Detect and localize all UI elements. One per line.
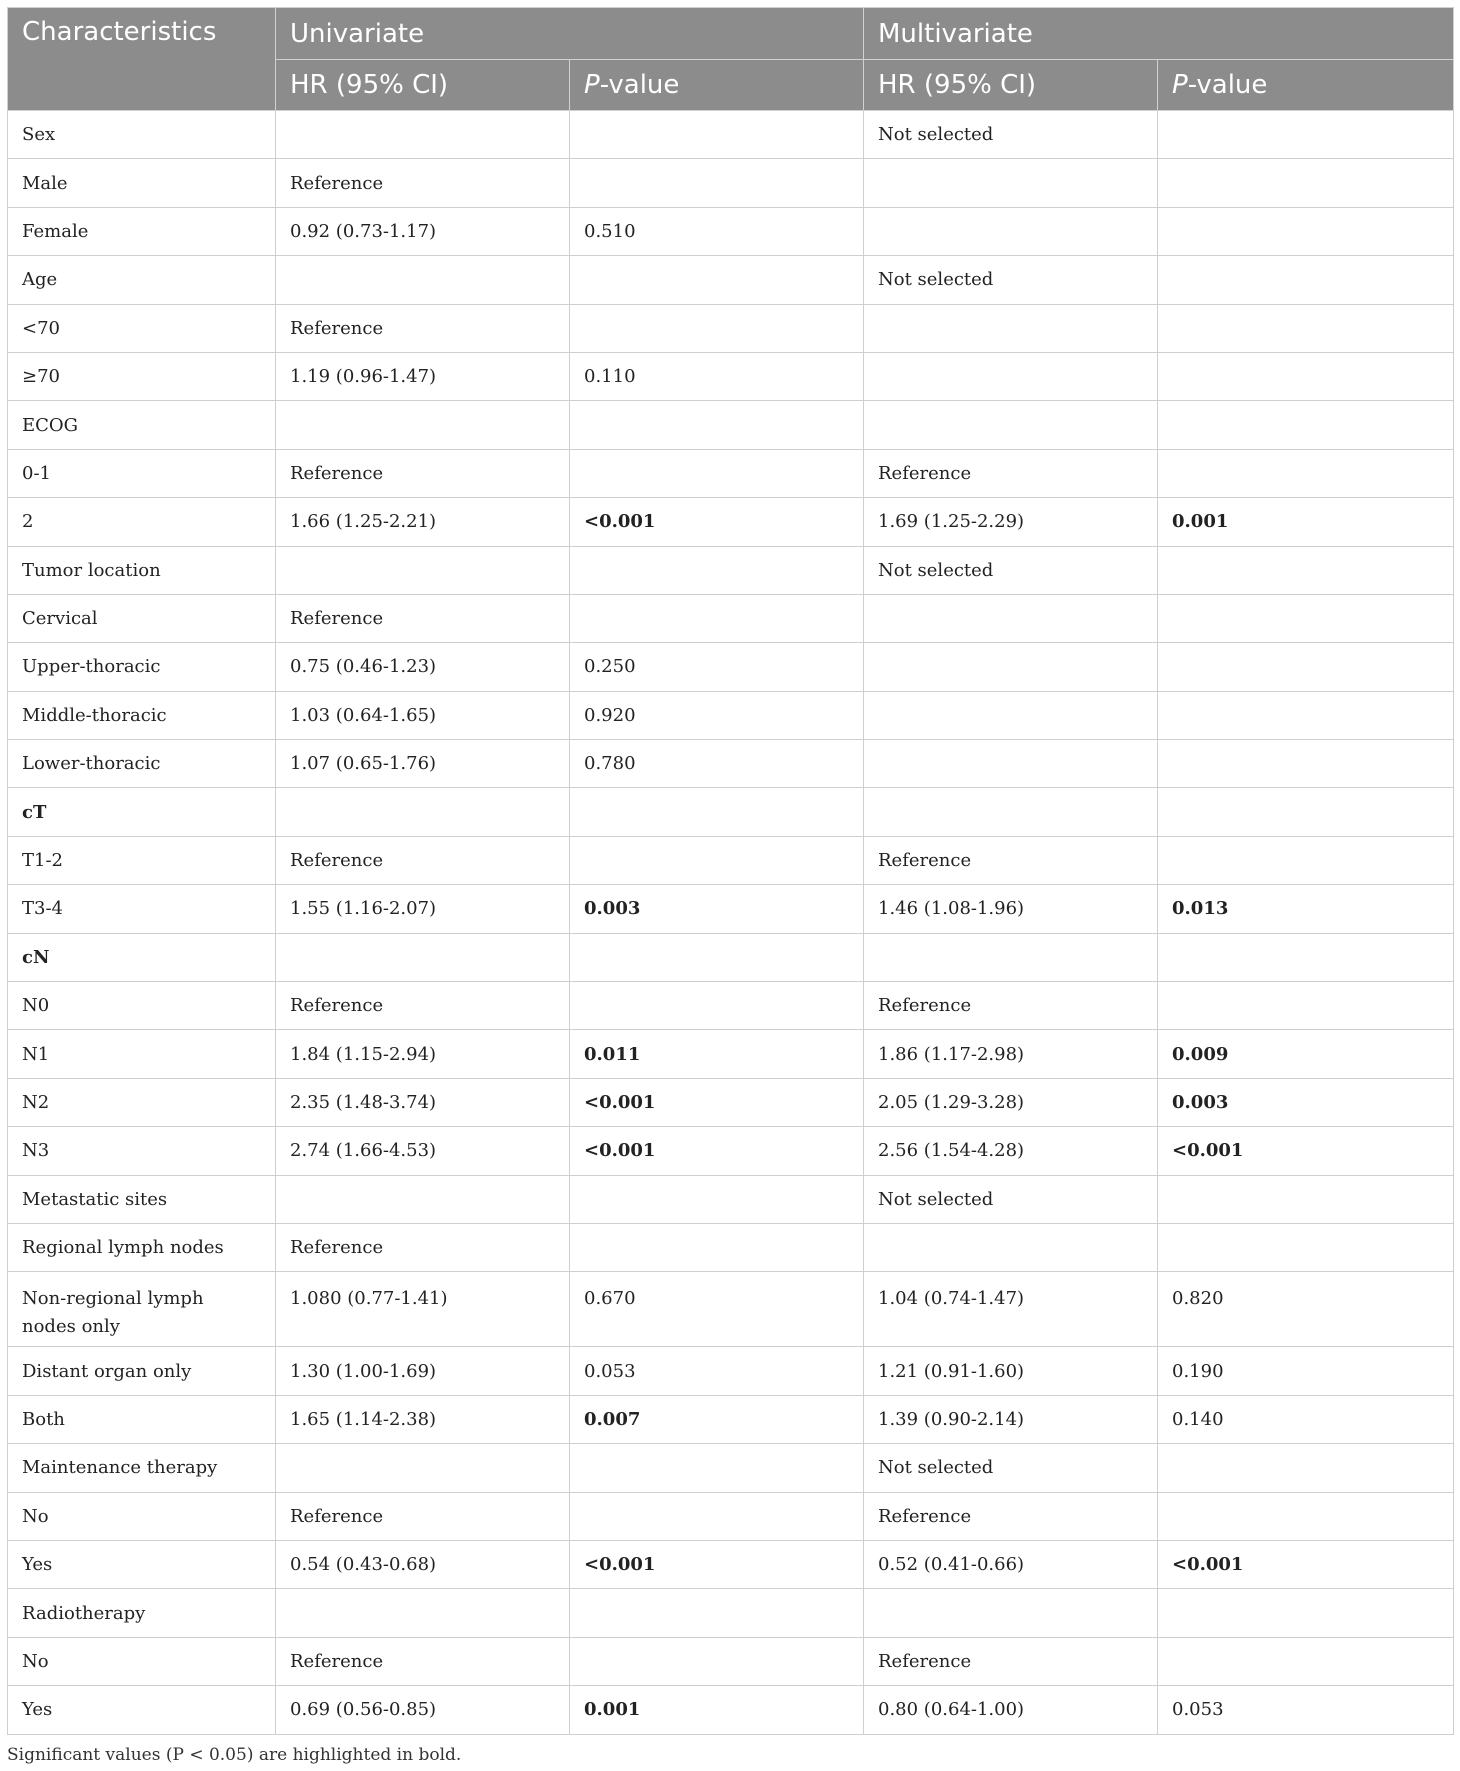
table-row: [8, 546, 1454, 594]
table-row: [8, 1223, 1454, 1271]
cell-univariate-hr: Reference: [276, 594, 570, 642]
table-row: [8, 1686, 1454, 1734]
cell-univariate-p: <0.001: [570, 1127, 864, 1175]
cell-multivariate-p: 0.013: [1158, 885, 1454, 933]
table-row: [8, 1589, 1454, 1637]
cell-multivariate-p: [1158, 740, 1454, 788]
cell-multivariate-p: [1158, 1444, 1454, 1492]
cell-multivariate-p: [1158, 691, 1454, 739]
table-row: [8, 1175, 1454, 1223]
cell-multivariate-hr: [864, 304, 1158, 352]
table-row: [8, 1272, 1454, 1347]
cell-multivariate-p: [1158, 159, 1454, 207]
cell-multivariate-p: 0.190: [1158, 1347, 1454, 1395]
cell-univariate-hr: [276, 788, 570, 836]
table-row: [8, 1492, 1454, 1540]
cell-univariate-p: [570, 1589, 864, 1637]
cell-univariate-hr: 1.30 (1.00-1.69): [276, 1347, 570, 1395]
cell-univariate-p: [570, 594, 864, 642]
table-row: [8, 352, 1454, 400]
cell-multivariate-hr: [864, 643, 1158, 691]
cell-characteristic: Lower-thoracic: [8, 740, 276, 788]
cell-univariate-p: [570, 836, 864, 884]
cell-multivariate-hr: 1.04 (0.74-1.47): [864, 1272, 1158, 1347]
header-p-suffix: -value: [599, 70, 680, 100]
table-footnote: Significant values (P < 0.05) are highlighted in bold.: [7, 1744, 462, 1765]
cell-characteristic: Radiotherapy: [8, 1589, 276, 1637]
table-row: [8, 691, 1454, 739]
table-row: [8, 207, 1454, 255]
cell-univariate-p: [570, 401, 864, 449]
cell-multivariate-hr: [864, 740, 1158, 788]
header-univariate-hr: HR (95% CI): [276, 60, 570, 111]
cell-multivariate-p: [1158, 256, 1454, 304]
cell-univariate-p: [570, 304, 864, 352]
cell-characteristic: T3-4: [8, 885, 276, 933]
cell-multivariate-p: [1158, 111, 1454, 159]
cell-multivariate-p: [1158, 982, 1454, 1030]
cell-characteristic: Female: [8, 207, 276, 255]
cell-multivariate-p: [1158, 1223, 1454, 1271]
cell-multivariate-p: [1158, 788, 1454, 836]
table-row: [8, 982, 1454, 1030]
cell-characteristic: cT: [8, 788, 276, 836]
cell-multivariate-p: [1158, 643, 1454, 691]
cell-multivariate-hr: [864, 207, 1158, 255]
cell-univariate-hr: Reference: [276, 836, 570, 884]
cell-multivariate-p: [1158, 352, 1454, 400]
cell-multivariate-p: [1158, 1589, 1454, 1637]
cell-characteristic: N2: [8, 1078, 276, 1126]
header-multivariate: Multivariate: [864, 8, 1454, 60]
cell-univariate-hr: 1.080 (0.77-1.41): [276, 1272, 570, 1347]
table-body: [8, 111, 1454, 1735]
header-multivariate-hr: HR (95% CI): [864, 60, 1158, 111]
cell-multivariate-hr: Not selected: [864, 256, 1158, 304]
cell-multivariate-hr: Reference: [864, 449, 1158, 497]
cell-univariate-hr: 1.55 (1.16-2.07): [276, 885, 570, 933]
cell-univariate-p: [570, 256, 864, 304]
table-row: [8, 933, 1454, 981]
cell-multivariate-hr: Reference: [864, 982, 1158, 1030]
cell-multivariate-hr: Not selected: [864, 111, 1158, 159]
header-univariate: Univariate: [276, 8, 864, 60]
cell-multivariate-hr: 1.86 (1.17-2.98): [864, 1030, 1158, 1078]
cell-characteristic: Cervical: [8, 594, 276, 642]
cell-univariate-p: 0.053: [570, 1347, 864, 1395]
cell-characteristic: N1: [8, 1030, 276, 1078]
cell-univariate-p: 0.007: [570, 1395, 864, 1443]
cell-univariate-p: 0.250: [570, 643, 864, 691]
cell-univariate-hr: 1.07 (0.65-1.76): [276, 740, 570, 788]
cell-multivariate-p: 0.140: [1158, 1395, 1454, 1443]
cell-characteristic: 0-1: [8, 449, 276, 497]
cell-univariate-hr: 1.84 (1.15-2.94): [276, 1030, 570, 1078]
cell-characteristic: Male: [8, 159, 276, 207]
cell-univariate-hr: [276, 1175, 570, 1223]
cell-multivariate-hr: Reference: [864, 1492, 1158, 1540]
cell-multivariate-hr: 0.52 (0.41-0.66): [864, 1540, 1158, 1588]
cell-multivariate-p: [1158, 594, 1454, 642]
cell-univariate-hr: Reference: [276, 449, 570, 497]
cell-multivariate-p: [1158, 546, 1454, 594]
cell-univariate-p: [570, 111, 864, 159]
cell-multivariate-p: [1158, 836, 1454, 884]
cell-multivariate-hr: [864, 401, 1158, 449]
table-row: [8, 740, 1454, 788]
table-row: [8, 836, 1454, 884]
table-row: [8, 643, 1454, 691]
cell-characteristic: Regional lymph nodes: [8, 1223, 276, 1271]
cell-multivariate-hr: 1.21 (0.91-1.60): [864, 1347, 1158, 1395]
table-row: [8, 256, 1454, 304]
cell-univariate-p: [570, 933, 864, 981]
cell-univariate-p: 0.003: [570, 885, 864, 933]
cell-multivariate-hr: Not selected: [864, 546, 1158, 594]
cell-multivariate-hr: Not selected: [864, 1175, 1158, 1223]
cell-univariate-p: [570, 1223, 864, 1271]
cell-univariate-hr: [276, 111, 570, 159]
cell-multivariate-hr: 2.05 (1.29-3.28): [864, 1078, 1158, 1126]
cell-multivariate-hr: [864, 788, 1158, 836]
cell-multivariate-hr: [864, 1589, 1158, 1637]
header-characteristics: Characteristics: [8, 8, 276, 111]
cell-univariate-p: [570, 1444, 864, 1492]
cell-univariate-p: 0.670: [570, 1272, 864, 1347]
cell-univariate-hr: 0.54 (0.43-0.68): [276, 1540, 570, 1588]
table-row: [8, 1637, 1454, 1685]
cox-regression-table: [7, 7, 1454, 1735]
cell-univariate-p: 0.920: [570, 691, 864, 739]
cell-multivariate-p: 0.053: [1158, 1686, 1454, 1734]
table-header: [8, 8, 1454, 111]
cell-univariate-p: [570, 1175, 864, 1223]
table-row: [8, 788, 1454, 836]
cell-multivariate-hr: [864, 352, 1158, 400]
cell-multivariate-hr: 1.39 (0.90-2.14): [864, 1395, 1158, 1443]
cell-characteristic: Age: [8, 256, 276, 304]
table-row: [8, 304, 1454, 352]
header-multivariate-p: [1158, 60, 1454, 111]
cell-multivariate-p: [1158, 933, 1454, 981]
cell-multivariate-p: 0.009: [1158, 1030, 1454, 1078]
cell-characteristic: T1-2: [8, 836, 276, 884]
cell-multivariate-hr: 0.80 (0.64-1.00): [864, 1686, 1158, 1734]
cell-multivariate-hr: Reference: [864, 1637, 1158, 1685]
table-row: [8, 885, 1454, 933]
cell-multivariate-hr: 1.46 (1.08-1.96): [864, 885, 1158, 933]
header-p-suffix: -value: [1187, 70, 1268, 100]
cell-univariate-hr: Reference: [276, 1492, 570, 1540]
cell-characteristic: ≥70: [8, 352, 276, 400]
cell-multivariate-hr: [864, 1223, 1158, 1271]
cell-univariate-hr: 1.65 (1.14-2.38): [276, 1395, 570, 1443]
cell-univariate-hr: [276, 1444, 570, 1492]
cell-multivariate-p: [1158, 1492, 1454, 1540]
cell-characteristic: ECOG: [8, 401, 276, 449]
cell-univariate-p: 0.510: [570, 207, 864, 255]
table-row: [8, 159, 1454, 207]
cell-characteristic: Both: [8, 1395, 276, 1443]
cell-multivariate-p: [1158, 449, 1454, 497]
cell-characteristic: Distant organ only: [8, 1347, 276, 1395]
cell-multivariate-p: [1158, 401, 1454, 449]
cell-characteristic: No: [8, 1492, 276, 1540]
cell-multivariate-hr: Reference: [864, 836, 1158, 884]
cell-univariate-p: [570, 788, 864, 836]
cell-multivariate-p: <0.001: [1158, 1540, 1454, 1588]
table-row: [8, 1347, 1454, 1395]
cell-multivariate-p: [1158, 304, 1454, 352]
cell-univariate-hr: [276, 401, 570, 449]
results-table-container: [7, 7, 1453, 1765]
cell-multivariate-hr: [864, 691, 1158, 739]
table-row: [8, 449, 1454, 497]
cell-characteristic: 2: [8, 498, 276, 546]
cell-univariate-hr: 0.92 (0.73-1.17): [276, 207, 570, 255]
cell-characteristic: Maintenance therapy: [8, 1444, 276, 1492]
header-p-italic: P: [1172, 70, 1188, 100]
cell-univariate-hr: Reference: [276, 1223, 570, 1271]
cell-characteristic: Yes: [8, 1540, 276, 1588]
cell-characteristic: Tumor location: [8, 546, 276, 594]
cell-univariate-hr: 2.35 (1.48-3.74): [276, 1078, 570, 1126]
table-row: [8, 1078, 1454, 1126]
table-row: [8, 401, 1454, 449]
cell-multivariate-hr: [864, 159, 1158, 207]
cell-univariate-p: <0.001: [570, 498, 864, 546]
cell-univariate-hr: 1.03 (0.64-1.65): [276, 691, 570, 739]
cell-univariate-p: <0.001: [570, 1540, 864, 1588]
cell-univariate-p: [570, 982, 864, 1030]
cell-characteristic: Upper-thoracic: [8, 643, 276, 691]
cell-univariate-hr: Reference: [276, 159, 570, 207]
cell-univariate-p: <0.001: [570, 1078, 864, 1126]
cell-characteristic: Middle-thoracic: [8, 691, 276, 739]
table-row: [8, 1030, 1454, 1078]
cell-univariate-hr: 1.19 (0.96-1.47): [276, 352, 570, 400]
cell-multivariate-hr: 2.56 (1.54-4.28): [864, 1127, 1158, 1175]
table-row: [8, 1444, 1454, 1492]
cell-univariate-hr: Reference: [276, 304, 570, 352]
cell-multivariate-p: 0.820: [1158, 1272, 1454, 1347]
cell-univariate-p: [570, 1637, 864, 1685]
cell-univariate-hr: 1.66 (1.25-2.21): [276, 498, 570, 546]
cell-characteristic: <70: [8, 304, 276, 352]
cell-univariate-hr: Reference: [276, 982, 570, 1030]
cell-characteristic: Non-regional lymph nodes only: [8, 1272, 276, 1347]
cell-univariate-hr: [276, 1589, 570, 1637]
cell-characteristic: Sex: [8, 111, 276, 159]
cell-univariate-hr: [276, 256, 570, 304]
cell-univariate-p: 0.011: [570, 1030, 864, 1078]
cell-multivariate-p: [1158, 207, 1454, 255]
cell-characteristic: Metastatic sites: [8, 1175, 276, 1223]
table-row: [8, 111, 1454, 159]
table-row: [8, 1395, 1454, 1443]
cell-univariate-p: [570, 546, 864, 594]
cell-univariate-p: [570, 449, 864, 497]
cell-multivariate-p: <0.001: [1158, 1127, 1454, 1175]
cell-univariate-hr: [276, 546, 570, 594]
table-row: [8, 498, 1454, 546]
cell-multivariate-p: 0.003: [1158, 1078, 1454, 1126]
cell-characteristic: N0: [8, 982, 276, 1030]
cell-univariate-hr: [276, 933, 570, 981]
cell-univariate-p: 0.780: [570, 740, 864, 788]
cell-univariate-hr: 0.75 (0.46-1.23): [276, 643, 570, 691]
cell-univariate-hr: Reference: [276, 1637, 570, 1685]
cell-univariate-p: [570, 1492, 864, 1540]
table-row: [8, 1127, 1454, 1175]
cell-univariate-hr: 2.74 (1.66-4.53): [276, 1127, 570, 1175]
cell-multivariate-p: [1158, 1637, 1454, 1685]
cell-multivariate-p: 0.001: [1158, 498, 1454, 546]
cell-multivariate-hr: [864, 933, 1158, 981]
cell-multivariate-hr: [864, 594, 1158, 642]
cell-characteristic: Yes: [8, 1686, 276, 1734]
cell-characteristic: N3: [8, 1127, 276, 1175]
cell-characteristic: No: [8, 1637, 276, 1685]
cell-multivariate-hr: Not selected: [864, 1444, 1158, 1492]
cell-multivariate-p: [1158, 1175, 1454, 1223]
header-univariate-p: [570, 60, 864, 111]
cell-multivariate-hr: 1.69 (1.25-2.29): [864, 498, 1158, 546]
cell-characteristic: cN: [8, 933, 276, 981]
cell-univariate-p: [570, 159, 864, 207]
header-p-italic: P: [584, 70, 600, 100]
table-row: [8, 594, 1454, 642]
cell-univariate-p: 0.110: [570, 352, 864, 400]
cell-univariate-hr: 0.69 (0.56-0.85): [276, 1686, 570, 1734]
cell-univariate-p: 0.001: [570, 1686, 864, 1734]
table-row: [8, 1540, 1454, 1588]
